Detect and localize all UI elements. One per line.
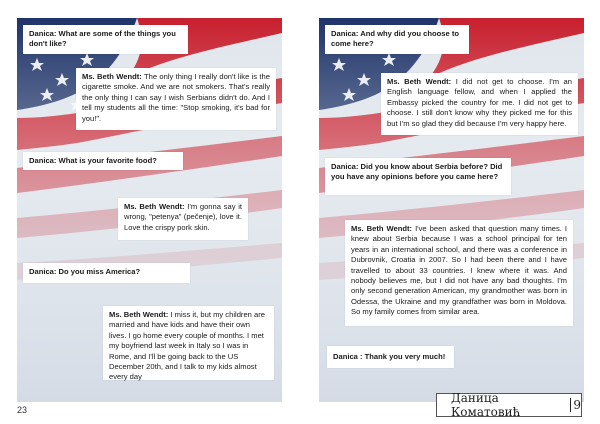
right-page (319, 18, 584, 402)
question-box: Danica: Do you miss America? (23, 263, 190, 283)
answer-box: Ms. Beth Wendt: I miss it, but my children are married and have kids and have their own lives. I go home every couple of months. I met my boyfriend last week in Italy so I was in Rome, and I'll be going back to the US December 20th, and I talk to my kids almost every day (103, 306, 274, 380)
answer-box: Ms. Beth Wendt: The only thing I really don't like is the cigarette smoke. And we are not smokers. That's really the only thing I can say I wish Serbians didn't do. And I tell my students all the time: "Stop smoking, it's bad for you!". (76, 68, 276, 130)
answer-box: Ms. Beth Wendt: I did not get to choose. I'm an English language fellow, and when I applied the Embassy picked the country for me. I did not get to choose. I still don't know why they picked me for this but I'm so glad they did because I'm very happy here. (381, 73, 578, 135)
answer-box: Ms. Beth Wendt: I'm gonna say it wrong, "petenya" (pečenje), love it. Love the crispy pork skin. (118, 198, 248, 240)
question-box: Danica: Did you know about Serbia before? Did you have any opinions before you came here? (325, 158, 511, 195)
page-number: 9 (573, 398, 581, 412)
author-name: Даница Коматовић (451, 391, 521, 419)
question-box: Danica: And why did you choose to come here? (325, 25, 469, 54)
author-name-footer (436, 393, 582, 417)
question-box: Danica: What are some of the things you don't like? (23, 25, 188, 54)
divider-bar (570, 398, 571, 412)
question-box: Danica: What is your favorite food? (23, 152, 183, 170)
left-page (17, 18, 282, 402)
question-box: Danica : Thank you very much! (327, 346, 454, 368)
page-number: 23 (17, 405, 28, 415)
answer-box: Ms. Beth Wendt: I've been asked that question many times. I knew about Serbia because I was a school principal for ten years in an international school, and there was a conference in Dubrovnik, Croatia in 2007. So I had been there and I have travelled to about 33 countries. I knew where it was. And nobody believes me, but I did not have any bad thoughts. I'm only second generation American, my grandmother was born in Odessa, the Ukraine and my grandfather was born in Moldova. So my family comes from similar area. (345, 220, 573, 326)
